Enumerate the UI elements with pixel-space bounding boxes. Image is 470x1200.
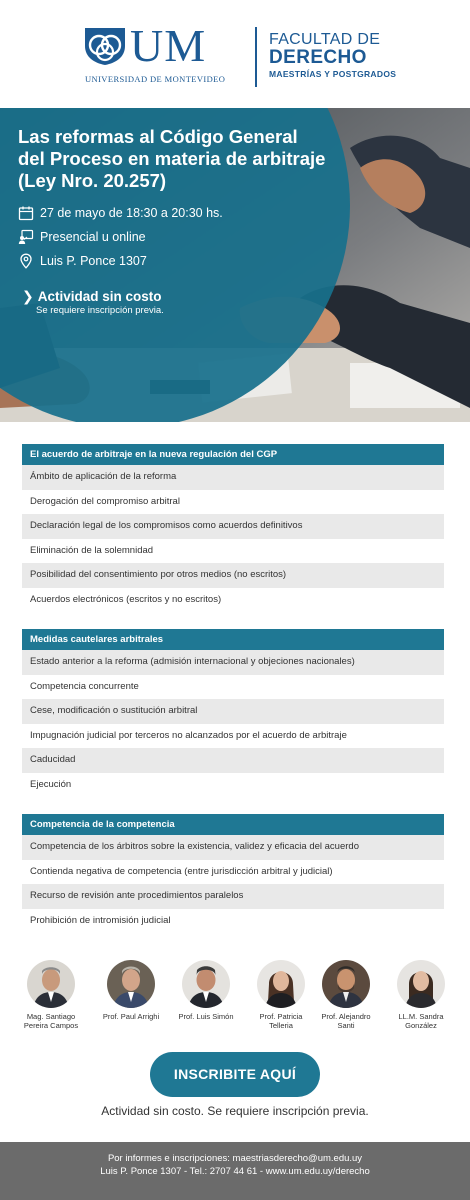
- list-item: Competencia de los árbitros sobre la existencia, validez y eficacia del acuerdo: [22, 835, 444, 860]
- speaker-card: [245, 960, 317, 1030]
- event-modality-row: [18, 229, 146, 245]
- list-item: Cese, modificación o sustitución arbitral: [22, 699, 444, 724]
- section-precautionary-measures: [22, 629, 444, 797]
- um-logo[interactable]: [83, 20, 207, 71]
- event-location: Luis P. Ponce 1307: [40, 254, 147, 268]
- speaker-name: [170, 1012, 242, 1021]
- speakers-row: [15, 960, 455, 1040]
- speaker-name: [15, 1012, 87, 1030]
- list-item: Ejecución: [22, 773, 444, 798]
- footer-contact[interactable]: Por informes e inscripciones: maestriasderecho@um.edu.uy: [107, 1153, 363, 1164]
- speaker-avatar: [107, 960, 155, 1008]
- free-activity-title: [22, 288, 162, 305]
- presenter-screen-icon: [18, 229, 34, 245]
- section-items: [22, 465, 444, 612]
- speaker-avatar: [322, 960, 370, 1008]
- hero-banner: [0, 108, 470, 422]
- list-item: Impugnación judicial por terceros no alcanzados por el acuerdo de arbitraje: [22, 724, 444, 749]
- list-item: Prohibición de intromisión judicial: [22, 909, 444, 934]
- faculty-line2: DERECHO: [269, 47, 367, 68]
- speaker-name: [310, 1012, 382, 1030]
- footer: [0, 1142, 470, 1200]
- calendar-icon: [18, 205, 34, 221]
- header-divider: [255, 27, 257, 87]
- speaker-avatar: [27, 960, 75, 1008]
- section-title: Competencia de la competencia: [22, 814, 444, 835]
- speaker-card: [310, 960, 382, 1030]
- list-item: Recurso de revisión ante procedimientos paralelos: [22, 884, 444, 909]
- free-activity-label: Actividad sin costo: [37, 289, 162, 304]
- event-title: [18, 126, 348, 192]
- register-button[interactable]: INSCRIBITE AQUÍ: [150, 1052, 320, 1097]
- list-item: Competencia concurrente: [22, 675, 444, 700]
- speaker-name-line: Telleria: [269, 1021, 293, 1030]
- speaker-name-line: LL.M. Sandra: [398, 1012, 444, 1021]
- speaker-name: [385, 1012, 457, 1030]
- free-activity-subtitle: Se requiere inscripción previa.: [36, 305, 164, 316]
- logo-letters: UM: [130, 20, 207, 71]
- location-pin-icon: [18, 253, 34, 269]
- event-date-row: [18, 205, 223, 221]
- speaker-name-line: Prof. Alejandro: [321, 1012, 371, 1021]
- speaker-avatar: [182, 960, 230, 1008]
- list-item: Contienda negativa de competencia (entre jurisdicción arbitral y judicial): [22, 860, 444, 885]
- event-modality: Presencial u online: [40, 230, 146, 244]
- speaker-avatar: [397, 960, 445, 1008]
- header: [0, 0, 470, 108]
- speaker-card: [170, 960, 242, 1021]
- list-item: Estado anterior a la reforma (admisión internacional y objeciones nacionales): [22, 650, 444, 675]
- speaker-name: [245, 1012, 317, 1030]
- list-item: Eliminación de la solemnidad: [22, 539, 444, 564]
- list-item: Ámbito de aplicación de la reforma: [22, 465, 444, 490]
- speaker-name-line: Santi: [337, 1021, 355, 1030]
- speaker-name-line: Mag. Santiago: [26, 1012, 76, 1021]
- speaker-name-line: Prof. Luis Simón: [178, 1012, 234, 1021]
- event-date: 27 de mayo de 18:30 a 20:30 hs.: [40, 206, 223, 220]
- speaker-card: [15, 960, 87, 1030]
- section-title: Medidas cautelares arbitrales: [22, 629, 444, 650]
- logo-subtitle: UNIVERSIDAD DE MONTEVIDEO: [85, 74, 226, 84]
- section-items: [22, 835, 444, 933]
- section-items: [22, 650, 444, 797]
- speaker-name-line: Prof. Paul Arrighi: [102, 1012, 160, 1021]
- event-location-row: [18, 253, 147, 269]
- speaker-avatar: [257, 960, 305, 1008]
- speaker-name-line: Pereira Campos: [23, 1021, 79, 1030]
- list-item: Derogación del compromiso arbitral: [22, 490, 444, 515]
- section-arbitration-agreement: [22, 444, 444, 612]
- list-item: Posibilidad del consentimiento por otros medios (no escritos): [22, 563, 444, 588]
- list-item: Caducidad: [22, 748, 444, 773]
- event-title-line1: Las reformas al Código General: [18, 126, 298, 147]
- speaker-name: [95, 1012, 167, 1021]
- speaker-name-line: González: [405, 1021, 437, 1030]
- registration-note: Actividad sin costo. Se requiere inscripción previa.: [101, 1104, 369, 1118]
- section-title: El acuerdo de arbitraje en la nueva regulación del CGP: [22, 444, 444, 465]
- faculty-line1: FACULTAD DE: [269, 31, 381, 48]
- section-competence: [22, 814, 444, 933]
- speaker-card: [95, 960, 167, 1021]
- um-emblem-icon: [83, 26, 127, 66]
- footer-address[interactable]: Luis P. Ponce 1307 - Tel.: 2707 44 61 - www.um.edu.uy/derecho: [100, 1166, 370, 1177]
- speaker-card: [385, 960, 457, 1030]
- event-title-line3: (Ley Nro. 20.257): [18, 170, 167, 191]
- chevron-right-icon: ❯: [22, 288, 34, 304]
- list-item: Acuerdos electrónicos (escritos y no escritos): [22, 588, 444, 613]
- faculty-line3: MAESTRÍAS Y POSTGRADOS: [269, 69, 397, 79]
- list-item: Declaración legal de los compromisos como acuerdos definitivos: [22, 514, 444, 539]
- speaker-name-line: Prof. Patricia: [259, 1012, 303, 1021]
- event-title-line2: del Proceso en materia de arbitraje: [18, 148, 326, 169]
